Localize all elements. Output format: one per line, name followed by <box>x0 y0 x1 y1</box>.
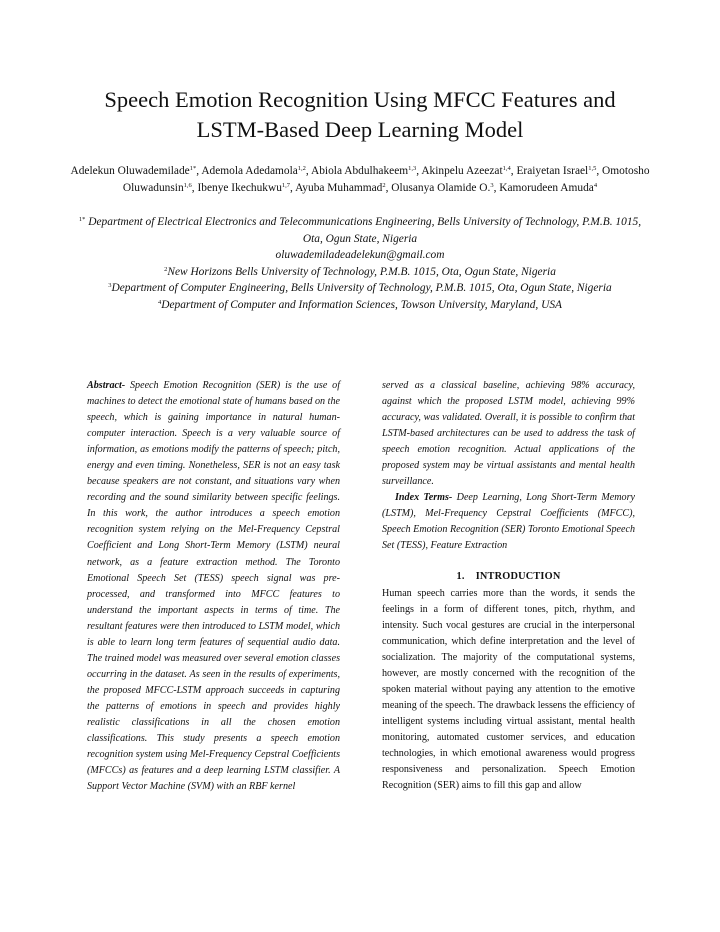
abstract-label: Abstract- <box>87 380 126 391</box>
author: Ayuba Muhammad$^2$, <box>295 181 392 194</box>
index-terms-label: Index Terms- <box>395 492 453 504</box>
abstract-paragraph: Abstract- Speech Emotion Recognition (SER) is the use of machines to detect the emotional state of humans based on the speech, which is gaining importance in natural human-computer interaction. Speech is a very valuable source of information, as emotions modify the patterns of speech; pitch, energy and even timing. Nonetheless, SER is not an easy task because speakers are not constant, and situations vary when recording and the sound similarity between specific feelings. In this work, the author introduces a speech emotion recognition system relying on the Mel-Frequency Cepstral Coefficient and Long Short-Term Memory (LSTM) neural network, as a feature extraction method. The Toronto Emotional Speech Set (TESS) speech signal was pre-processed, and transformed into MFCC features to understand the important aspects in terms of time. The resultant features were then introduced to LSTM model, which is able to learn long term features of sequential audio data. The trained model was measured over several emotion classes occurring in the dataset. As seen in the results of experiments, the proposed MFCC-LSTM approach succeeds in capturing the patterns of emotions in speech and provides highly realistic classifications in all the chosen emotion classifications. This study presents a speech emotion recognition system using Mel-Frequency Cepstral Coefficients (MFCCs) as features and a deep learning LSTM classifier. A Support Vector Machine (SVM) with an RBF kernel <box>87 380 340 793</box>
affiliation: $^{1*}$ Department of Electrical Electronics and Telecommunications Engineering, Bells University of Technology, P.M.B. 1015, Ota, Ogun State, Nigeria <box>78 216 642 245</box>
author: Olusanya Olamide O.$^3$, <box>391 181 500 194</box>
author: Akinpelu Azeezat$^{1,4}$, <box>421 165 517 177</box>
affiliation: $^3$Department of Computer Engineering, Bells University of Technology, P.M.B. 1015, Ota, Ogun State, Nigeria <box>108 282 612 295</box>
contact-email: oluwademiladeadelekun@gmail.com <box>275 249 445 262</box>
author: Ademola Adedamola$^{1,2}$, <box>201 165 311 177</box>
paper-title <box>60 85 660 145</box>
right-column <box>382 378 635 794</box>
affiliation: $^2$New Horizons Bells University of Technology, P.M.B. 1015, Ota, Ogun State, Nigeria <box>164 265 556 278</box>
affiliation: $^4$Department of Computer and Information Sciences, Towson University, Maryland, USA <box>157 298 562 311</box>
index-terms: Index Terms- Deep Learning, Long Short-Term Memory (LSTM), Mel-Frequency Cepstral Coefficients (MFCC), Speech Emotion Recognition (SER) Toronto Emotional Speech Set (TESS), Feature Extraction <box>382 492 635 552</box>
title-line-1: Speech Emotion Recognition Using MFCC Features and <box>104 87 616 112</box>
left-column <box>87 378 340 795</box>
introduction-paragraph: Human speech carries more than the words, it sends the feelings in a form of different tones, pitch, rhythm, and intensity. Such vocal gestures are crucial in the interpersonal communication, which define interpretation and the level of socialization. The majority of the computational systems, however, are mostly concerned with the recognition of the spoken material without paying any attention to the emotive meaning of the speech. The drawback lessens the efficiency of intelligent systems including virtual assistant, mental health monitoring, automated customer services, and education technologies, in which emotional awareness would progress responsiveness and personalization. Speech Emotion Recognition (SER) aims to fill this gap and allow <box>382 587 635 792</box>
author: Omotosho Oluwadunsin$^{1,6}$, <box>122 165 650 194</box>
affiliations <box>70 214 650 314</box>
author: Adelekun Oluwademilade$^{1*}$, <box>70 165 202 177</box>
author: Kamorudeen Amuda$^4$ <box>499 181 598 194</box>
author: Abiola Abdulhakeem$^{1,3}$, <box>311 165 422 177</box>
author: Ibenye Ikechukwu$^{1,7}$, <box>197 181 296 194</box>
author: Eraiyetan Israel$^{1,5}$, <box>516 165 603 177</box>
title-line-2: LSTM-Based Deep Learning Model <box>196 117 524 142</box>
section-heading-introduction: 1. INTRODUCTION <box>456 570 561 582</box>
abstract-continuation: served as a classical baseline, achieving 98% accuracy, against which the proposed LSTM model, achieving 99% accuracy, was validated. Overall, it is possible to confirm that LSTM-based architectures can be used to address the task of speech emotion recognition. Actual applications of the proposed system may be virtual assistants and mental health surveillance. <box>382 380 635 488</box>
author-list <box>70 163 650 196</box>
